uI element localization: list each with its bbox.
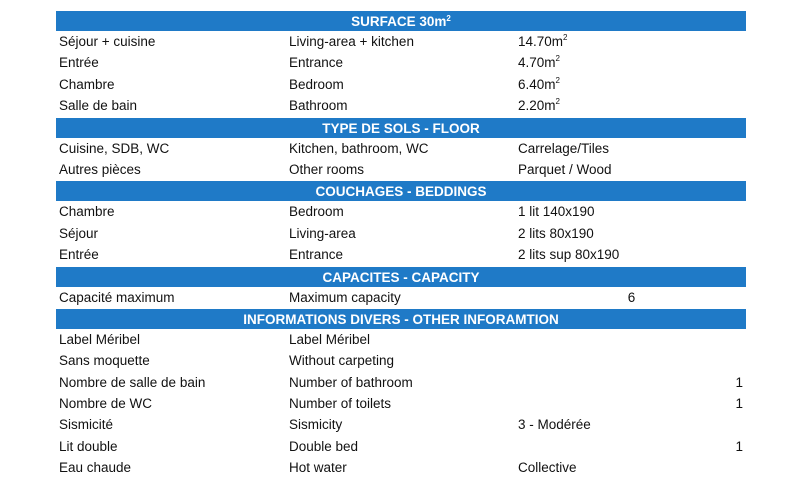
table-row xyxy=(56,329,746,350)
french-label: Autres pièces xyxy=(59,161,141,177)
french-label: Séjour + cuisine xyxy=(59,34,156,49)
area-unit-superscript: 2 xyxy=(563,33,568,42)
french-label: Label Méribel xyxy=(59,331,141,347)
area-number: 4.70m xyxy=(518,55,556,71)
info-value: 3 - Modérée xyxy=(518,417,591,433)
table-row xyxy=(56,159,746,180)
english-label: Number of toilets xyxy=(289,396,392,412)
bedding-value: 2 lits sup 80x190 xyxy=(518,247,620,263)
table-row xyxy=(56,244,746,265)
area-value xyxy=(518,31,567,52)
area-unit-superscript: 2 xyxy=(555,75,560,85)
info-count: 1 xyxy=(735,374,743,390)
bedding-value: 2 lits 80x190 xyxy=(518,225,594,241)
table-row xyxy=(56,138,746,159)
french-label: Séjour xyxy=(59,225,99,241)
capacity-header: CAPACITES - CAPACITY xyxy=(56,266,746,287)
english-label: Living-area xyxy=(289,225,356,241)
area-unit-superscript: 2 xyxy=(555,97,560,107)
english-label: Living-area + kitchen xyxy=(289,34,414,49)
area-number: 2.20m xyxy=(518,98,556,114)
french-label: Eau chaude xyxy=(59,460,132,476)
french-label: Capacité maximum xyxy=(59,289,175,305)
french-label: Cuisine, SDB, WC xyxy=(59,140,170,156)
english-label: Bedroom xyxy=(289,76,344,92)
info-count: 1 xyxy=(735,396,743,412)
english-label: Double bed xyxy=(289,438,359,454)
english-label: Label Méribel xyxy=(289,331,371,347)
table-row xyxy=(56,457,746,478)
english-label: Maximum capacity xyxy=(289,289,401,305)
area-value xyxy=(518,52,560,73)
french-label: Nombre de WC xyxy=(59,396,153,412)
area-value xyxy=(518,74,560,95)
english-label: Bedroom xyxy=(289,204,344,220)
english-label: Entrance xyxy=(289,55,344,71)
other-info-header: INFORMATIONS DIVERS - OTHER INFORAMTION xyxy=(56,308,746,329)
info-value: Collective xyxy=(518,460,577,476)
french-label: Salle de bain xyxy=(59,98,138,114)
capacity-value: 6 xyxy=(627,289,636,305)
french-label: Sans moquette xyxy=(59,353,150,369)
french-label: Chambre xyxy=(59,76,115,92)
english-label: Entrance xyxy=(289,247,344,263)
french-label: Nombre de salle de bain xyxy=(59,374,206,390)
english-label: Kitchen, bathroom, WC xyxy=(289,140,429,156)
table-row xyxy=(56,95,746,116)
area-value xyxy=(518,95,560,116)
english-label: Other rooms xyxy=(289,161,365,177)
french-label: Sismicité xyxy=(59,417,114,433)
table-row xyxy=(56,372,746,393)
bedding-value: 1 lit 140x190 xyxy=(518,204,595,220)
table-row xyxy=(56,393,746,414)
area-number: 14.70m xyxy=(518,34,564,49)
floor-header: TYPE DE SOLS - FLOOR xyxy=(56,117,746,138)
beddings-header: COUCHAGES - BEDDINGS xyxy=(56,180,746,201)
table-row xyxy=(56,350,746,371)
english-label: Without carpeting xyxy=(289,353,395,369)
english-label: Bathroom xyxy=(289,98,348,114)
table-row xyxy=(56,436,746,457)
table-row xyxy=(56,223,746,244)
french-label: Lit double xyxy=(59,438,118,454)
table-row xyxy=(56,201,746,222)
surface-header xyxy=(56,10,746,31)
floor-value: Parquet / Wood xyxy=(518,161,612,177)
table-row xyxy=(56,287,746,308)
table-row xyxy=(56,31,746,52)
surface-header-superscript: 2 xyxy=(446,14,451,23)
french-label: Entrée xyxy=(59,55,99,71)
property-info-sheet xyxy=(56,10,746,479)
french-label: Chambre xyxy=(59,204,115,220)
table-row xyxy=(56,52,746,73)
table-row xyxy=(56,74,746,95)
area-number: 6.40m xyxy=(518,76,556,92)
area-unit-superscript: 2 xyxy=(555,54,560,64)
french-label: Entrée xyxy=(59,247,99,263)
surface-header-text: SURFACE 30m xyxy=(351,14,447,29)
english-label: Sismicity xyxy=(289,417,343,433)
english-label: Number of bathroom xyxy=(289,374,413,390)
table-row xyxy=(56,414,746,435)
english-label: Hot water xyxy=(289,460,347,476)
floor-value: Carrelage/Tiles xyxy=(518,140,610,156)
info-count: 1 xyxy=(735,438,743,454)
